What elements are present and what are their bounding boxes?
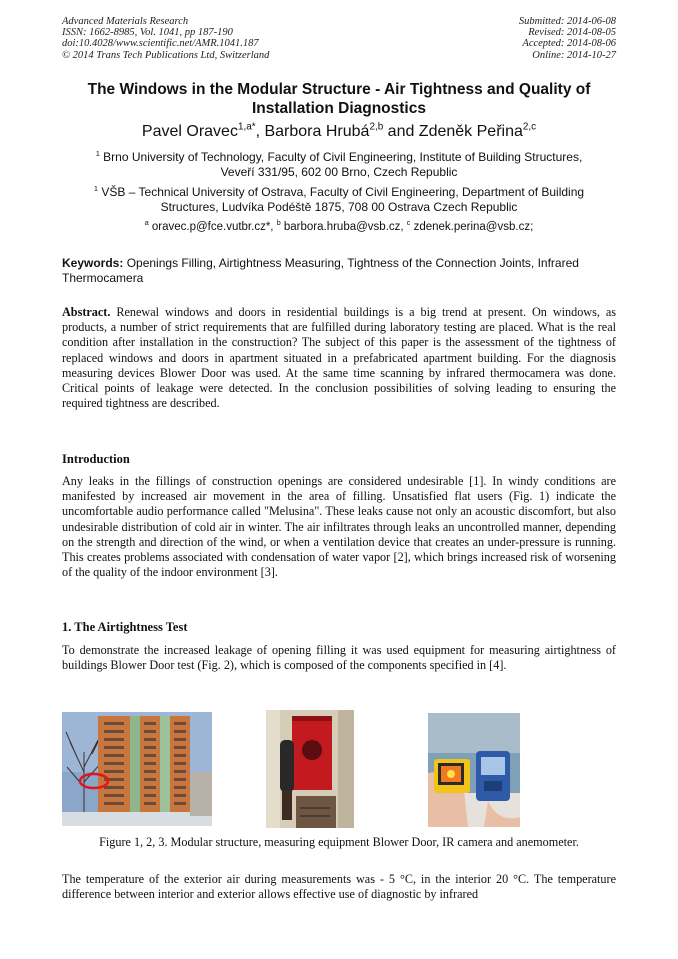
journal-header-left (62, 16, 269, 61)
date-submitted: Submitted: 2014-06-08 (518, 16, 616, 27)
author-list (62, 122, 616, 142)
author-name: , Barbora Hrubá (255, 123, 370, 140)
affiliation (82, 150, 596, 179)
author-emails (62, 220, 616, 234)
abstract (62, 305, 616, 411)
email-superscript: a (144, 219, 149, 228)
keywords-label: Keywords: (62, 256, 124, 270)
affiliation-superscript: 1 (95, 149, 100, 158)
date-online: Online: 2014-10-27 (532, 49, 616, 61)
affiliation-text: Brno University of Technology, Faculty of Civil Engineering, Institute of Building Structures, Veveří 331/95, 602 00 Brno, Czech Republic (103, 150, 583, 179)
date-revised: Revised: 2014-08-05 (528, 27, 616, 39)
keywords (62, 256, 616, 285)
abstract-label: Abstract. (62, 305, 111, 319)
journal-copyright: © 2014 Trans Tech Publications Ltd, Switzerland (62, 49, 270, 61)
affiliation-superscript: 1 (93, 184, 99, 193)
email-link[interactable]: zdenek.perina@vsb.cz; (413, 221, 534, 233)
email-superscript: b (276, 219, 281, 228)
section-heading-introduction: Introduction (62, 452, 130, 466)
author-name: and Zdeněk Peřina (383, 123, 523, 140)
section-heading-airtightness: 1. The Airtightness Test (62, 620, 188, 634)
author-name: Pavel Oravec (141, 123, 238, 140)
keywords-text: Openings Filling, Airtightness Measuring, Tightness of the Connection Joints, Infrared Thermocamera (62, 256, 579, 285)
affiliation-text: VŠB – Technical University of Ostrava, Faculty of Civil Engineering, Department of Building Structures, Ludvíka Podéště 1875, 708 00 Ostrava Czech Republic (101, 185, 585, 214)
figure-1-building-photo (62, 712, 212, 826)
date-accepted: Accepted: 2014-08-06 (522, 38, 616, 50)
email-link[interactable]: barbora.hruba@vsb.cz, (283, 221, 404, 233)
journal-doi: doi:10.4028/www.scientific.net/AMR.1041.187 (62, 38, 259, 50)
airtightness-paragraph: To demonstrate the increased leakage of opening filling it was used equipment for measuring airtightness of buildings Blower Door test (Fig. 2), which is composed of the components specified in [4]. (62, 643, 616, 673)
introduction-paragraph: Any leaks in the fillings of construction openings are considered undesirable [1]. In windy conditions are manifested by increased air movement in the area of filling. Unsatisfied flat users (Fig. 1) indicate the uncomfortable audio performance called "Melusina". These leaks cause not only an acoustic discomfort, but also undesirable distribution of cold air in winter. The air infiltrates through leaks an uncontrolled manner, depending on the strength and direction of the wind, or when a ventilation device that creates an under-pressure is running. This creates problems associated with condensation of water vapor [2], which brings increased risk of worsening of the quality of the indoor environment [3]. (62, 474, 616, 580)
journal-name: Advanced Materials Research (62, 16, 189, 27)
journal-header-right (519, 16, 616, 61)
figure-2-blower-door-photo (266, 710, 354, 828)
author-superscript: 1,a* (237, 121, 256, 133)
author-superscript: 2,b (369, 121, 384, 133)
affiliation (82, 185, 596, 214)
paper-title: The Windows in the Modular Structure - Air Tightness and Quality of Installation Diagnostics (87, 81, 591, 117)
temperature-paragraph: The temperature of the exterior air during measurements was - 5 °C, in the interior 20 °C. The temperature difference between interior and exterior allows effective use of diagnostic by infrared (62, 872, 616, 902)
figure-3-ir-camera-photo (428, 713, 520, 827)
email-link[interactable]: oravec.p@fce.vutbr.cz*, (151, 221, 274, 233)
email-superscript: c (406, 219, 411, 228)
figure-caption: Figure 1, 2, 3. Modular structure, measuring equipment Blower Door, IR camera and anemometer. (99, 835, 579, 849)
author-superscript: 2,c (522, 121, 537, 133)
abstract-text: Renewal windows and doors in residential buildings is a big trend at present. On windows, as products, a number of strict requirements that are fulfilled during laboratory testing are placed. What is the real condition after installation in the construction? The subject of this paper is the assessment of the tightness of replaced windows and doors in apartment situated in a prefabricated apartment building. For the diagnosis measuring devices Blower Door was used. At the same time scanning by infrared thermocamera was done. Critical points of leakage were detected. In the conclusion possibilities of solving leading to ensuring the required tightness are described. (62, 305, 616, 411)
journal-issn: ISSN: 1662-8985, Vol. 1041, pp 187-190 (62, 27, 233, 39)
